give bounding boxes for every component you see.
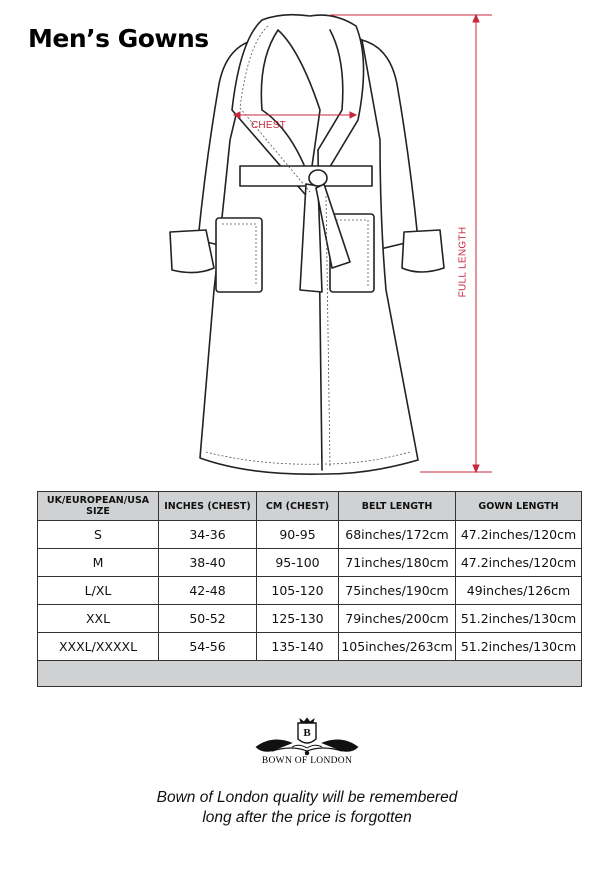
chest-label: CHEST	[251, 120, 286, 131]
table-row	[38, 549, 582, 577]
belt-length-cell: 71inches/180cm	[339, 549, 456, 577]
cm-chest-cell: 90-95	[257, 521, 339, 549]
table-footer-row	[38, 661, 582, 687]
cm-chest-cell: 105-120	[257, 577, 339, 605]
inches-chest-cell: 38-40	[159, 549, 257, 577]
belt-length-cell: 68inches/172cm	[339, 521, 456, 549]
gown-length-cell: 47.2inches/120cm	[456, 521, 582, 549]
full-length-label: FULL LENGTH	[457, 226, 469, 298]
gown-length-cell: 47.2inches/120cm	[456, 549, 582, 577]
tagline-line-2: long after the price is forgotten	[202, 809, 412, 826]
tagline-line-1: Bown of London quality will be remembered	[156, 789, 458, 806]
belt-length-cell: 105inches/263cm	[339, 633, 456, 661]
size-chart-table	[37, 491, 582, 687]
table-row	[38, 521, 582, 549]
belt-knot	[309, 170, 327, 186]
belt-length-cell: 75inches/190cm	[339, 577, 456, 605]
brand-name: BOWN OF LONDON	[261, 756, 353, 766]
belt-length-cell: 79inches/200cm	[339, 605, 456, 633]
table-row	[38, 633, 582, 661]
header-gown-length: GOWN LENGTH	[456, 492, 582, 521]
header-belt-length: BELT LENGTH	[339, 492, 456, 521]
gown-length-cell: 49inches/126cm	[456, 577, 582, 605]
header-size: UK/EUROPEAN/USA SIZE	[38, 492, 159, 521]
inches-chest-cell: 42-48	[159, 577, 257, 605]
inches-chest-cell: 54-56	[159, 633, 257, 661]
cm-chest-cell: 125-130	[257, 605, 339, 633]
table-row	[38, 605, 582, 633]
size-cell: L/XL	[38, 577, 159, 605]
header-inches-chest: INCHES (CHEST)	[159, 492, 257, 521]
belt	[240, 166, 372, 186]
table-row	[38, 577, 582, 605]
gown-length-cell: 51.2inches/130cm	[456, 633, 582, 661]
size-cell: XXL	[38, 605, 159, 633]
inches-chest-cell: 50-52	[159, 605, 257, 633]
size-cell: XXXL/XXXXL	[38, 633, 159, 661]
table-header-row	[38, 492, 582, 521]
right-cuff	[402, 230, 444, 272]
left-cuff	[170, 230, 214, 273]
size-cell: S	[38, 521, 159, 549]
table-footer-bar	[38, 661, 582, 687]
page-title: Men’s Gowns	[28, 24, 209, 53]
gown-length-cell: 51.2inches/130cm	[456, 605, 582, 633]
size-cell: M	[38, 549, 159, 577]
cm-chest-cell: 135-140	[257, 633, 339, 661]
brand-logo	[252, 717, 362, 759]
logo-letter: B	[303, 727, 311, 739]
inches-chest-cell: 34-36	[159, 521, 257, 549]
cm-chest-cell: 95-100	[257, 549, 339, 577]
left-pocket	[216, 218, 262, 292]
header-cm-chest: CM (CHEST)	[257, 492, 339, 521]
